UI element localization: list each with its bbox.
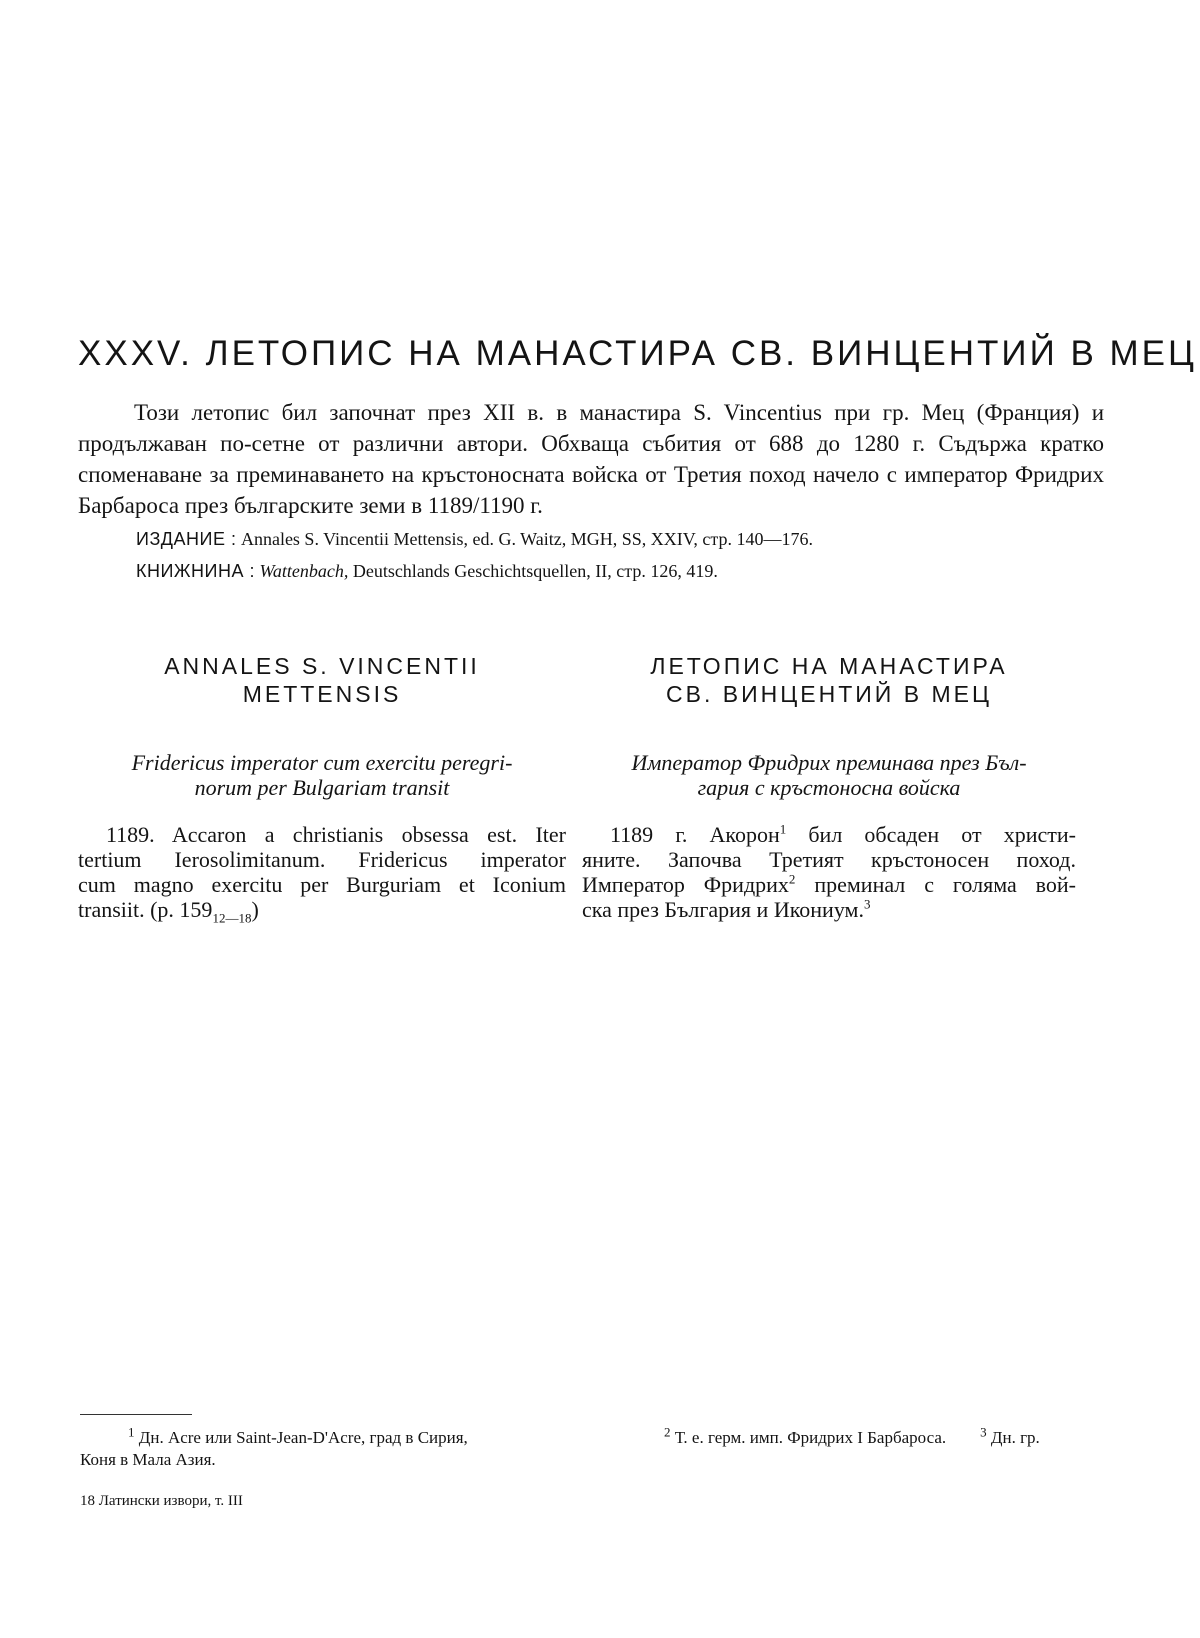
- chapter-title: XXXV. ЛЕТОПИС НА МАНАСТИРА СВ. ВИНЦЕНТИЙ В МЕЦ: [78, 334, 1197, 373]
- intro-line: император Фридрих Барбароса през българските земи в 1189/1190 г.: [78, 462, 1104, 518]
- bulgarian-text-fragment: 1189 г. Акорон: [610, 822, 780, 847]
- footnote-ref-2[interactable]: 2: [788, 871, 796, 887]
- latin-last-text: transiit. (p. 159: [78, 897, 213, 922]
- intro-paragraph: [78, 397, 1104, 521]
- bulgarian-text-fragment: преминал с голяма вой-: [795, 872, 1076, 897]
- latin-subtitle-line: Fridericus imperator cum exercitu peregri-: [131, 750, 513, 775]
- footnote-text: Дн. гр.: [990, 1428, 1040, 1447]
- footnote-3: [980, 1424, 1040, 1449]
- bulgarian-text-fragment: ска през България и Икониум.: [582, 897, 864, 922]
- bulgarian-text: [582, 822, 1076, 922]
- bulgarian-subtitle-line: гария с кръстоносна войска: [697, 775, 961, 800]
- footnotes: [80, 1424, 1110, 1471]
- intro-line: и продължаван по-сетне от различни автори. Обхваща събития от 688 до 1280 г. Съдържа: [78, 400, 1105, 456]
- latin-text-line: cum magno exercitu per Burguriam et Iconium: [78, 872, 566, 897]
- footnote-number: 3: [980, 1424, 987, 1440]
- latin-title: [78, 652, 566, 708]
- footnote-number: 1: [128, 1424, 135, 1440]
- footnote-continuation: Коня в Мала Азия.: [80, 1450, 216, 1469]
- bulgarian-text-fragment: бил обсаден от христи-: [786, 822, 1076, 847]
- footnote-ref-1[interactable]: 1: [779, 821, 787, 837]
- literature-text: Deutschlands Geschichtsquellen, II, стр. 126, 419.: [352, 561, 718, 581]
- footnote-ref-3[interactable]: 3: [863, 896, 871, 912]
- latin-title-line: METTENSIS: [242, 681, 402, 707]
- bulgarian-column: [582, 652, 1076, 922]
- page-line-range: 12—18: [212, 910, 252, 926]
- bulgarian-text-line-last: [582, 897, 1076, 922]
- intro-line: Този летопис бил започнат през XII в. в манастира S. Vincentius при гр. Мец (Франция): [134, 400, 1080, 425]
- latin-text-line: tertium Ierosolimitanum. Fridericus imperator: [78, 847, 566, 872]
- bulgarian-text-fragment: Император Фридрих: [582, 872, 789, 897]
- latin-title-line: ANNALES S. VINCENTII: [164, 653, 480, 679]
- edition-label: ИЗДАНИЕ :: [136, 529, 237, 549]
- footnote-line: [80, 1424, 1110, 1449]
- literature-author: Wattenbach,: [259, 561, 349, 581]
- latin-text-line: 1189. Accaron a christianis obsessa est. Iter: [106, 822, 566, 847]
- bulgarian-title: [582, 652, 1076, 708]
- latin-subtitle: [78, 750, 566, 800]
- latin-text-line-last: [78, 897, 566, 926]
- bulgarian-text-line: [582, 822, 1076, 847]
- footnote-number: 2: [664, 1424, 671, 1440]
- footnote-text: Дн. Acre или Saint-Jean-D'Acre, град в Сирия,: [138, 1428, 468, 1447]
- latin-last-close: ): [251, 897, 259, 922]
- bulgarian-text-line: [582, 872, 1076, 897]
- bulgarian-title-line: ЛЕТОПИС НА МАНАСТИРА: [650, 653, 1008, 679]
- latin-column: [78, 652, 566, 926]
- footnote-text: Т. е. герм. имп. Фридрих I Барбароса.: [674, 1428, 947, 1447]
- edition-line: [136, 529, 1096, 550]
- literature-line: [136, 561, 1096, 582]
- bulgarian-text-line: яните. Започва Третият кръстоносен поход.: [582, 847, 1076, 872]
- latin-subtitle-line: norum per Bulgariam transit: [194, 775, 450, 800]
- edition-text: Annales S. Vincentii Mettensis, ed. G. Waitz, MGH, SS, XXIV, стр. 140—176.: [240, 529, 813, 549]
- intro-line: кратко споменаване за преминаването на кръстоносната войска от Третия поход начело с: [78, 431, 1104, 487]
- bulgarian-subtitle-line: Император Фридрих преминава през Бъл-: [631, 750, 1027, 775]
- footnote-divider: [80, 1414, 192, 1415]
- footnote-1: [80, 1424, 628, 1449]
- footnote-2: [664, 1424, 947, 1449]
- bulgarian-subtitle: [582, 750, 1076, 800]
- latin-text: [78, 822, 566, 926]
- page-footer: 18 Латински извори, т. III: [80, 1493, 243, 1509]
- literature-label: КНИЖНИНА :: [136, 561, 255, 581]
- bulgarian-title-line: СВ. ВИНЦЕНТИЙ В МЕЦ: [666, 681, 992, 707]
